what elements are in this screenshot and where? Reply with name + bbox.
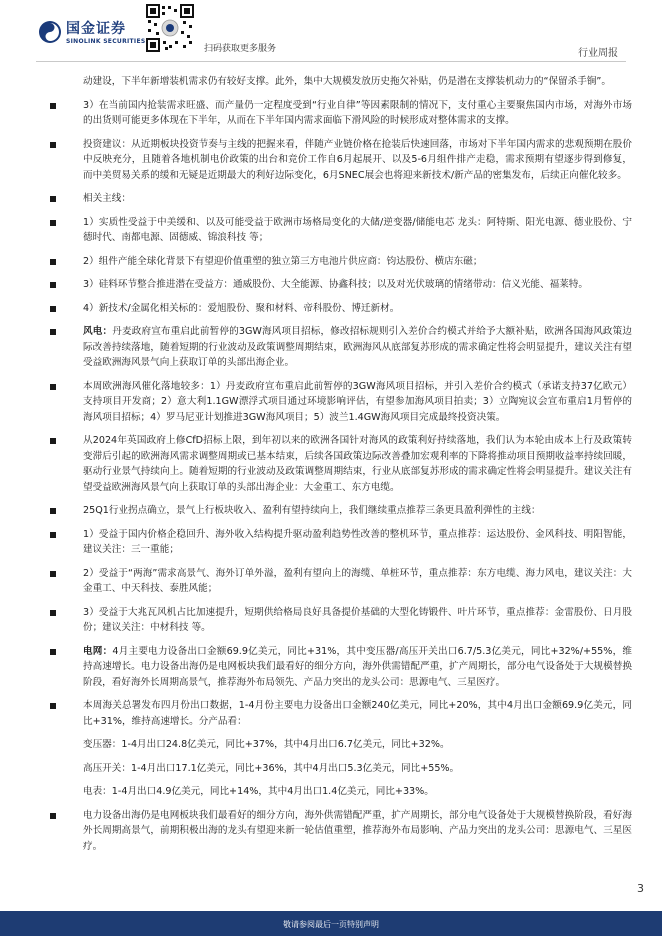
bullet-square-icon xyxy=(50,571,56,577)
paragraph-text: 丹麦政府宣布重启此前暂停的3GW海风项目招标，修改招标规则引入差价合约模式并给予大额补贴，欧洲各国海风政策边际改善持续落地，随着短期的行业波动及政策调整周期结束，欧洲海风从底部复苏形成的需求确定性将会明显提升，建议关注有望受益欧洲海风景气向上获取订单的头部出海企业。 xyxy=(83,326,633,368)
bullet-square-icon xyxy=(50,142,56,148)
paragraph-text: 2）组件产能全球化背景下有望迎价值重塑的独立第三方电池片供应商：钧达股份、横店东磁； xyxy=(83,255,483,267)
bullet-paragraph xyxy=(50,566,632,597)
bullet-paragraph xyxy=(50,277,632,293)
bullet-square-icon xyxy=(50,532,56,538)
bullet-square-icon xyxy=(50,220,56,226)
bullet-paragraph xyxy=(50,324,632,371)
report-type-label: 行业周报 xyxy=(578,48,618,59)
paragraph-text: 3）硅料环节整合推进潜在受益方：通威股份、大全能源、协鑫科技；以及对光伏玻璃的情绪带动：信义光能、福莱特。 xyxy=(83,279,588,290)
bullet-square-icon xyxy=(50,508,56,514)
bullet-square-icon xyxy=(50,259,56,265)
bullet-paragraph xyxy=(50,254,632,270)
bullet-square-icon xyxy=(50,438,56,444)
bullet-square-icon xyxy=(50,103,56,109)
bullet-paragraph xyxy=(50,527,632,558)
bullet-paragraph xyxy=(50,605,632,636)
paragraph xyxy=(50,761,632,777)
bullet-square-icon xyxy=(50,282,56,288)
page-number: 3 xyxy=(637,882,644,895)
paragraph-text: 1）受益于国内价格企稳回升、海外收入结构提升驱动盈利趋势性改善的整机环节，重点推荐：运达股份、金风科技、明阳智能，建议关注：三一重能； xyxy=(83,528,632,555)
bullet-paragraph xyxy=(50,137,632,184)
page-header xyxy=(0,0,662,64)
bullet-square-icon xyxy=(50,703,56,709)
bullet-paragraph xyxy=(50,215,632,246)
paragraph-text: 本周海关总署发布四月份出口数据，1-4月份主要电力设备出口金额240亿美元，同比+20%，其中4月出口金额69.9亿美元，同比+31%，维持高速增长。分产品看： xyxy=(83,700,632,727)
bullet-paragraph xyxy=(50,698,632,729)
paragraph-text: 动建设，下半年新增装机需求仍有较好支撑。此外，集中大规模发放历史拖欠补贴，仍是潜在支撑装机动力的“保留杀手锏”。 xyxy=(83,76,612,87)
paragraph-text: 3）受益于大兆瓦风机占比加速提升，短期供给格局良好具备提价基础的大型化铸锻件、叶片环节，重点推荐：金雷股份、日月股份；建议关注：中材科技 等。 xyxy=(83,606,632,633)
paragraph-text: 相关主线： xyxy=(83,193,131,204)
section-label: 风电： xyxy=(83,326,113,337)
bullet-paragraph xyxy=(50,98,632,129)
qr-code-icon xyxy=(145,3,195,53)
header-divider xyxy=(36,61,626,62)
sinolink-logo-icon xyxy=(38,20,62,44)
paragraph-text: 投资建议：从近期板块投资节奏与主线的把握来看，伴随产业链价格在抢装后快速回落，市场对下半年国内需求的悲观预期在股价中反映充分，且随着各地机制电价政策的出台和竞价工作自6月起展开、以及5-6月组件排产走稳，需求预期有望逐步得到修复，而中美贸易关系的缓和无疑是近期最大的利好边际变化，6月SNEC展会也将迎来新技术/新产品的密集发布，后续正向催化较多。 xyxy=(83,138,632,181)
paragraph-text: 高压开关：1-4月出口17.1亿美元，同比+36%，其中4月出口5.3亿美元，同比+55%。 xyxy=(83,762,460,774)
bullet-square-icon xyxy=(50,649,56,655)
section-label: 电网： xyxy=(83,645,113,657)
bullet-paragraph xyxy=(50,379,632,426)
paragraph-text: 3）在当前国内抢装需求旺盛、而产量仍一定程度受到“行业自律”等因素限制的情况下，支付重心主要聚焦国内市场，对海外市场的出货则可能更多体现在下半年，从而在下半年国内需求面临下滑风险的时候形成对整体需求的支撑。 xyxy=(83,99,632,126)
scan-for-services-text: 扫码获取更多服务 xyxy=(204,44,277,54)
paragraph-text: 电力设备出海仍是电网板块我们最看好的细分方向，海外供需错配严重，扩产周期长，部分电气设备处于大规模替换阶段，看好海外长周期高景气，前期积极出海的龙头有望迎来新一轮估值重塑，推荐海外布局影响、产品力突出的龙头公司：思源电气、三星医疗。 xyxy=(83,809,632,852)
bullet-square-icon xyxy=(50,610,56,616)
bullet-paragraph xyxy=(50,808,632,855)
paragraph-text: 从2024年英国政府上修CfD招标上限，到年初以来的欧洲各国针对海风的政策利好持续落地，我们认为本轮由成本上行及政策转变滞后引起的欧洲海风需求调整周期或已基本结束，后续各国政策边际改善叠加宏观利率的下降将推动项目预期收益率持续回暖，驱动行业景气持续向上。随着短期的行业波动及政策调整周期结束，行业从底部复苏形成的需求确定性将会明显提升。建议关注有望受益欧洲海风景气向上获取订单的头部出海企业：大金重工、东方电缆。 xyxy=(83,435,632,493)
paragraph-text: 4月主要电力设备出口金额69.9亿美元，同比+31%，其中变压器/高压开关出口6.7/5.3亿美元，同比+32%/+55%，维持高速增长。电力设备出海仍是电网板块我们最看好的细分方向，海外供需错配严重，扩产周期长，部分电气设备处于大规模替换阶段，看好海外长周期高景气，推荐海外布局领先、产品力突出的龙头公司：思源电气、三星医疗。 xyxy=(83,645,633,688)
paragraph-text: 变压器：1-4月出口24.8亿美元，同比+37%，其中4月出口6.7亿美元，同比+32%。 xyxy=(83,739,450,750)
paragraph xyxy=(50,74,632,90)
bullet-square-icon xyxy=(50,813,56,819)
bullet-paragraph xyxy=(50,644,632,691)
paragraph-text: 本周欧洲海风催化落地较多：1）丹麦政府宣布重启此前暂停的3GW海风项目招标，并引入差价合约模式（承诺支持37亿欧元）支持项目开发商；2）意大利1.1GW漂浮式项目通过环境影响评估，有望参加海风项目拍卖；3）立陶宛议会宣布重启1月暂停的海风项目招标；4）罗马尼亚计划推进3GW海风项目；5）波兰1.4GW海风项目完成最终投资决策。 xyxy=(83,380,632,423)
bullet-square-icon xyxy=(50,306,56,312)
disclaimer-text: 敬请参阅最后一页特别声明 xyxy=(283,920,379,929)
paragraph-text: 2）受益于“两海”需求高景气、海外订单外溢，盈利有望向上的海缆、单桩环节，重点推荐：东方电缆、海力风电，建议关注：大金重工、中天科技、泰胜风能； xyxy=(83,567,632,594)
bullet-square-icon xyxy=(50,384,56,390)
logo-chinese-name: 国金证券 xyxy=(66,21,126,37)
bullet-paragraph xyxy=(50,301,632,317)
paragraph-text: 1）实质性受益于中美缓和、以及可能受益于欧洲市场格局变化的大储/逆变器/储能电芯 龙头：阿特斯、阳光电源、德业股份、宁德时代、南都电源、固德威、锦浪科技 等； xyxy=(83,216,632,243)
bullet-square-icon xyxy=(50,329,56,335)
paragraph xyxy=(50,737,632,753)
page-footer xyxy=(0,911,662,936)
paragraph-text: 25Q1行业拐点确立，景气上行板块收入、盈利有望持续向上，我们继续重点推荐三条更具盈利弹性的主线： xyxy=(83,505,541,516)
bullet-paragraph xyxy=(50,433,632,495)
bullet-square-icon xyxy=(50,196,56,202)
paragraph-text: 4）新技术/金属化相关标的：爱旭股份、聚和材料、帝科股份、博迁新材。 xyxy=(83,302,400,314)
report-body xyxy=(50,74,632,862)
bullet-paragraph xyxy=(50,191,632,207)
paragraph-text: 电表：1-4月出口4.9亿美元，同比+14%，其中4月出口1.4亿美元，同比+33%。 xyxy=(83,786,434,797)
logo-english-name: SINOLINK SECURITIES xyxy=(66,38,146,45)
bullet-paragraph xyxy=(50,503,632,519)
paragraph xyxy=(50,784,632,800)
